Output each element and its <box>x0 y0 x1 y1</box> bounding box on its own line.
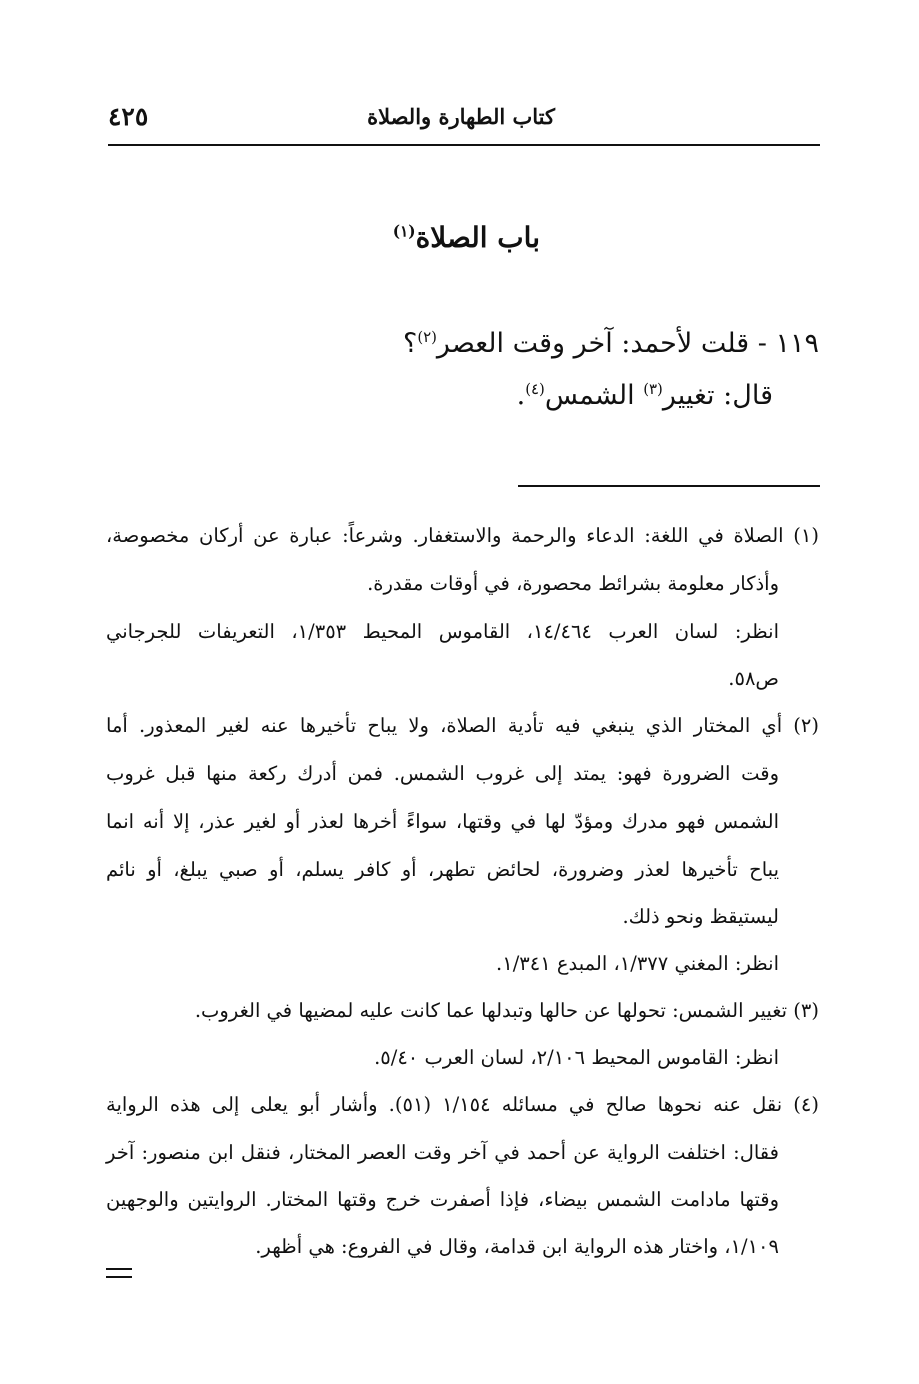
question-mark: ؟ <box>403 328 418 359</box>
answer-text-b: الشمس <box>544 380 644 411</box>
question-line <box>403 328 819 359</box>
continuation-mark <box>106 1268 132 1284</box>
footnote-1-line: ص٥٨. <box>728 667 779 690</box>
footnote-1-line: وأذكار معلومة بشرائط محصورة، في أوقات مقدرة. <box>367 572 779 595</box>
footnote-4-line: وقتها مادامت الشمس بيضاء، فإذا أصفرت خرج وقتها المختار. الروايتين والوجهين <box>106 1188 779 1211</box>
running-header-title: كتاب الطهارة والصلاة <box>367 104 555 129</box>
footnote-ref-4: (٤) <box>525 380 545 398</box>
footnote-ref-2: (٢) <box>417 328 437 346</box>
footnote-2-line: (٢) أي المختار الذي ينبغي فيه تأدية الصلاة، ولا يباح تأخيرها عنه لغير المعذور. أما <box>106 714 819 737</box>
footnote-2-line: يباح تأخيرها لعذر وضرورة، لحائض تطهر، أو كافر يسلم، أو صبي يبلغ، أو نائم <box>106 858 779 881</box>
answer-line <box>517 380 773 411</box>
question-text: ١١٩ - قلت لأحمد: آخر وقت العصر <box>436 328 819 359</box>
header-rule <box>108 144 820 146</box>
footnote-2-line: الشمس فهو مدرك ومؤدّ لها في وقتها، سواءً أخرها لعذر أو لغير عذر، إلا أنه انما <box>106 810 779 833</box>
footnote-ref-3: (٣) <box>643 380 663 398</box>
footnote-3-line: (٣) تغيير الشمس: تحولها عن حالها وتبدلها عما كانت عليه لمضيها في الغروب. <box>194 999 819 1022</box>
answer-end: . <box>516 380 526 411</box>
footnote-2-line: انظر: المغني ١/٣٧٧، المبدع ١/٣٤١. <box>496 952 779 975</box>
footnote-ref-1: (١) <box>392 222 416 241</box>
chapter-title <box>300 221 540 254</box>
footnote-4-line: فقال: اختلفت الرواية عن أحمد في آخر وقت العصر المختار، فنقل ابن منصور: آخر <box>106 1141 779 1164</box>
page-number: ٤٢٥ <box>108 102 149 131</box>
footnote-4-line: ١/١٠٩، واختار هذه الرواية ابن قدامة، وقال في الفروع: هي أظهر. <box>255 1235 779 1258</box>
footnote-2-line: وقت الضرورة فهو: يمتد إلى غروب الشمس. فمن أدرك ركعة منها قبل غروب <box>106 762 779 785</box>
footnote-1-line: (١) الصلاة في اللغة: الدعاء والرحمة والاستغفار. وشرعاً: عبارة عن أركان مخصوصة، <box>106 524 819 547</box>
footnote-4-line: (٤) نقل عنه نحوها صالح في مسائله ١/١٥٤ (٥١). وأشار أبو يعلى إلى هذه الرواية <box>106 1093 819 1116</box>
footnote-separator <box>518 485 820 487</box>
footnote-3-line: انظر: القاموس المحيط ٢/١٠٦، لسان العرب ٥/٤٠. <box>374 1046 779 1069</box>
chapter-title-text: باب الصلاة <box>415 221 540 254</box>
footnote-2-line: ليستيقظ ونحو ذلك. <box>622 905 779 928</box>
answer-text-a: قال: تغيير <box>662 380 773 411</box>
footnote-1-line: انظر: لسان العرب ١٤/٤٦٤، القاموس المحيط ١/٣٥٣، التعريفات للجرجاني <box>106 620 779 643</box>
